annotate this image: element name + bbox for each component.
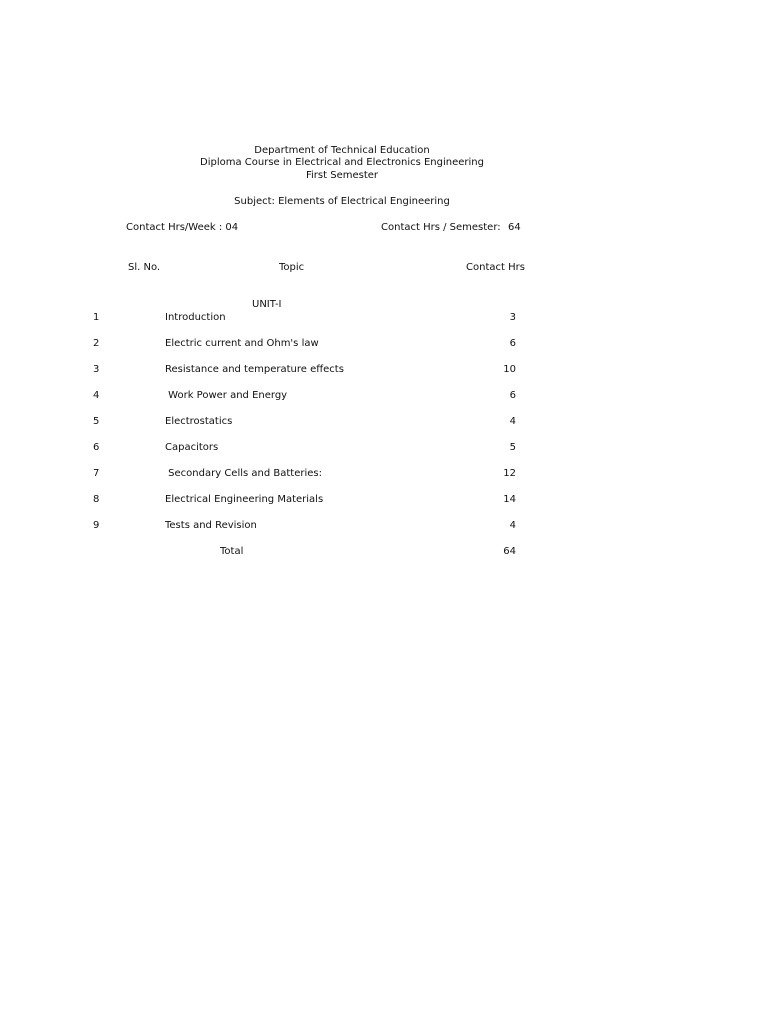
row-hours: 14 (503, 494, 516, 505)
row-topic: Tests and Revision (165, 520, 257, 531)
contact-hours-semester-label: Contact Hrs / Semester: (381, 222, 501, 233)
total-label: Total (220, 546, 244, 557)
semester-title: First Semester (305, 170, 379, 181)
row-hours: 3 (509, 312, 516, 323)
row-number: 4 (93, 390, 100, 401)
row-number: 8 (93, 494, 100, 505)
row-hours: 5 (509, 442, 516, 453)
row-number: 6 (93, 442, 100, 453)
contact-hours-semester-value: 64 (508, 222, 521, 233)
row-number: 7 (93, 468, 100, 479)
row-number: 9 (93, 520, 100, 531)
row-topic: Introduction (165, 312, 226, 323)
row-hours: 4 (509, 416, 516, 427)
contact-hours-week: Contact Hrs/Week : 04 (126, 222, 239, 233)
row-number: 3 (93, 364, 100, 375)
row-hours: 4 (509, 520, 516, 531)
row-number: 1 (93, 312, 100, 323)
subject-line: Subject: Elements of Electrical Engineering (234, 196, 450, 207)
department-title: Department of Technical Education (254, 145, 430, 156)
unit-label: UNIT-I (252, 299, 282, 310)
row-topic: Capacitors (165, 442, 219, 453)
row-hours: 6 (509, 390, 516, 401)
column-header-contact-hrs: Contact Hrs (466, 262, 525, 273)
row-topic: Electric current and Ohm's law (165, 338, 319, 349)
row-hours: 10 (503, 364, 516, 375)
total-value: 64 (503, 546, 516, 557)
row-topic: Electrical Engineering Materials (165, 494, 324, 505)
row-number: 5 (93, 416, 100, 427)
course-title: Diploma Course in Electrical and Electronics Engineering (200, 157, 484, 168)
row-topic: Electrostatics (165, 416, 233, 427)
column-header-sl-no: Sl. No. (128, 262, 161, 273)
column-header-topic: Topic (279, 262, 305, 273)
row-number: 2 (93, 338, 100, 349)
row-hours: 6 (509, 338, 516, 349)
row-topic: Resistance and temperature effects (165, 364, 344, 375)
row-topic: Work Power and Energy (165, 390, 288, 401)
row-topic: Secondary Cells and Batteries: (165, 468, 322, 479)
row-hours: 12 (503, 468, 516, 479)
